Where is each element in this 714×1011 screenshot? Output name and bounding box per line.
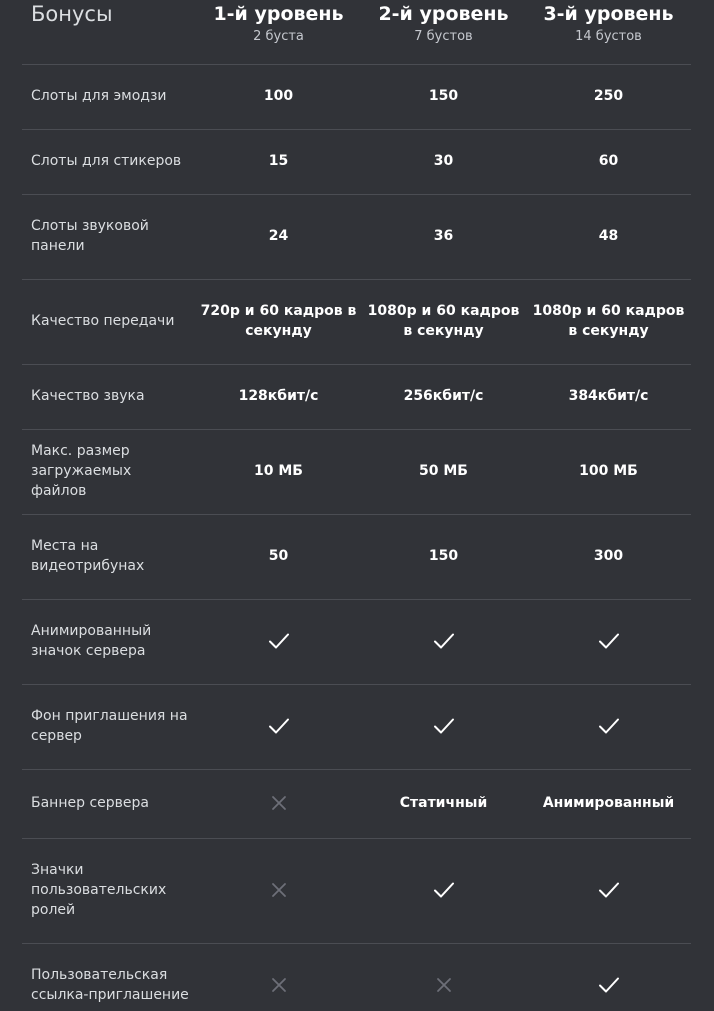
check-icon bbox=[526, 976, 691, 998]
row-label: Слоты для эмодзи bbox=[31, 88, 167, 104]
table-header bbox=[0, 0, 714, 64]
row-divider bbox=[22, 943, 691, 944]
cell-value: 1080p и 60 кадров в секунду bbox=[532, 303, 685, 339]
level-2-boosts: 7 бустов bbox=[414, 29, 473, 44]
cross-icon bbox=[196, 977, 361, 997]
cell-value: 10 МБ bbox=[254, 463, 303, 479]
check-icon bbox=[196, 632, 361, 654]
row-divider bbox=[22, 429, 691, 430]
row-label: Качество звука bbox=[31, 388, 145, 404]
cell-value: 100 МБ bbox=[579, 463, 638, 479]
level-3-title: 3-й уровень bbox=[543, 3, 674, 25]
cell-value: Анимированный bbox=[542, 795, 675, 811]
row-label: Пользовательская ссылка-приглашение bbox=[31, 967, 189, 1003]
row-label: Анимированный значок сервера bbox=[31, 623, 152, 659]
check-icon bbox=[526, 717, 691, 739]
row-divider bbox=[22, 599, 691, 600]
check-icon bbox=[196, 717, 361, 739]
cell-value: 128кбит/с bbox=[238, 388, 319, 404]
cell-value: 50 МБ bbox=[419, 463, 468, 479]
cell-value: 250 bbox=[593, 88, 624, 104]
row-label: Места на видеотрибунах bbox=[31, 538, 145, 574]
row-label: Макс. размер загружаемых файлов bbox=[31, 443, 132, 499]
header-bonuses-label: Бонусы bbox=[31, 2, 113, 26]
cell-value: 150 bbox=[428, 88, 459, 104]
row-label: Слоты звуковой панели bbox=[31, 218, 149, 254]
cell-value: 60 bbox=[598, 153, 619, 169]
cell-value: 15 bbox=[268, 153, 289, 169]
row-divider bbox=[22, 838, 691, 839]
cross-icon bbox=[361, 977, 526, 997]
row-label: Значки пользовательских ролей bbox=[31, 862, 167, 918]
cell-value: 300 bbox=[593, 548, 624, 564]
row-divider bbox=[22, 769, 691, 770]
level-2-title: 2-й уровень bbox=[378, 3, 509, 25]
row-divider bbox=[22, 64, 691, 65]
cell-value: 384кбит/с bbox=[568, 388, 649, 404]
cell-value: 50 bbox=[268, 548, 289, 564]
row-divider bbox=[22, 364, 691, 365]
cell-value: Статичный bbox=[399, 795, 488, 811]
cell-value: 36 bbox=[433, 228, 454, 244]
row-divider bbox=[22, 684, 691, 685]
row-divider bbox=[22, 279, 691, 280]
row-label: Слоты для стикеров bbox=[31, 153, 182, 169]
cell-value: 100 bbox=[263, 88, 294, 104]
level-3-boosts: 14 бустов bbox=[575, 29, 642, 44]
check-icon bbox=[361, 881, 526, 903]
check-icon bbox=[526, 632, 691, 654]
row-divider bbox=[22, 514, 691, 515]
row-divider bbox=[22, 129, 691, 130]
check-icon bbox=[361, 632, 526, 654]
cross-icon bbox=[196, 795, 361, 815]
header-level-2 bbox=[361, 0, 526, 45]
check-icon bbox=[526, 881, 691, 903]
row-label: Фон приглашения на сервер bbox=[31, 708, 188, 744]
header-level-3 bbox=[526, 0, 691, 45]
cell-value: 256кбит/с bbox=[403, 388, 484, 404]
row-divider bbox=[22, 194, 691, 195]
cell-value: 48 bbox=[598, 228, 619, 244]
check-icon bbox=[361, 717, 526, 739]
cross-icon bbox=[196, 882, 361, 902]
header-bonuses bbox=[31, 0, 113, 28]
level-1-boosts: 2 буста bbox=[253, 29, 304, 44]
cell-value: 30 bbox=[433, 153, 454, 169]
cell-value: 150 bbox=[428, 548, 459, 564]
level-1-title: 1-й уровень bbox=[213, 3, 344, 25]
row-label: Качество передачи bbox=[31, 313, 175, 329]
header-level-1 bbox=[196, 0, 361, 45]
row-label: Баннер сервера bbox=[31, 795, 149, 811]
cell-value: 1080p и 60 кадров в секунду bbox=[367, 303, 520, 339]
cell-value: 720p и 60 кадров в секунду bbox=[200, 303, 357, 339]
cell-value: 24 bbox=[268, 228, 289, 244]
